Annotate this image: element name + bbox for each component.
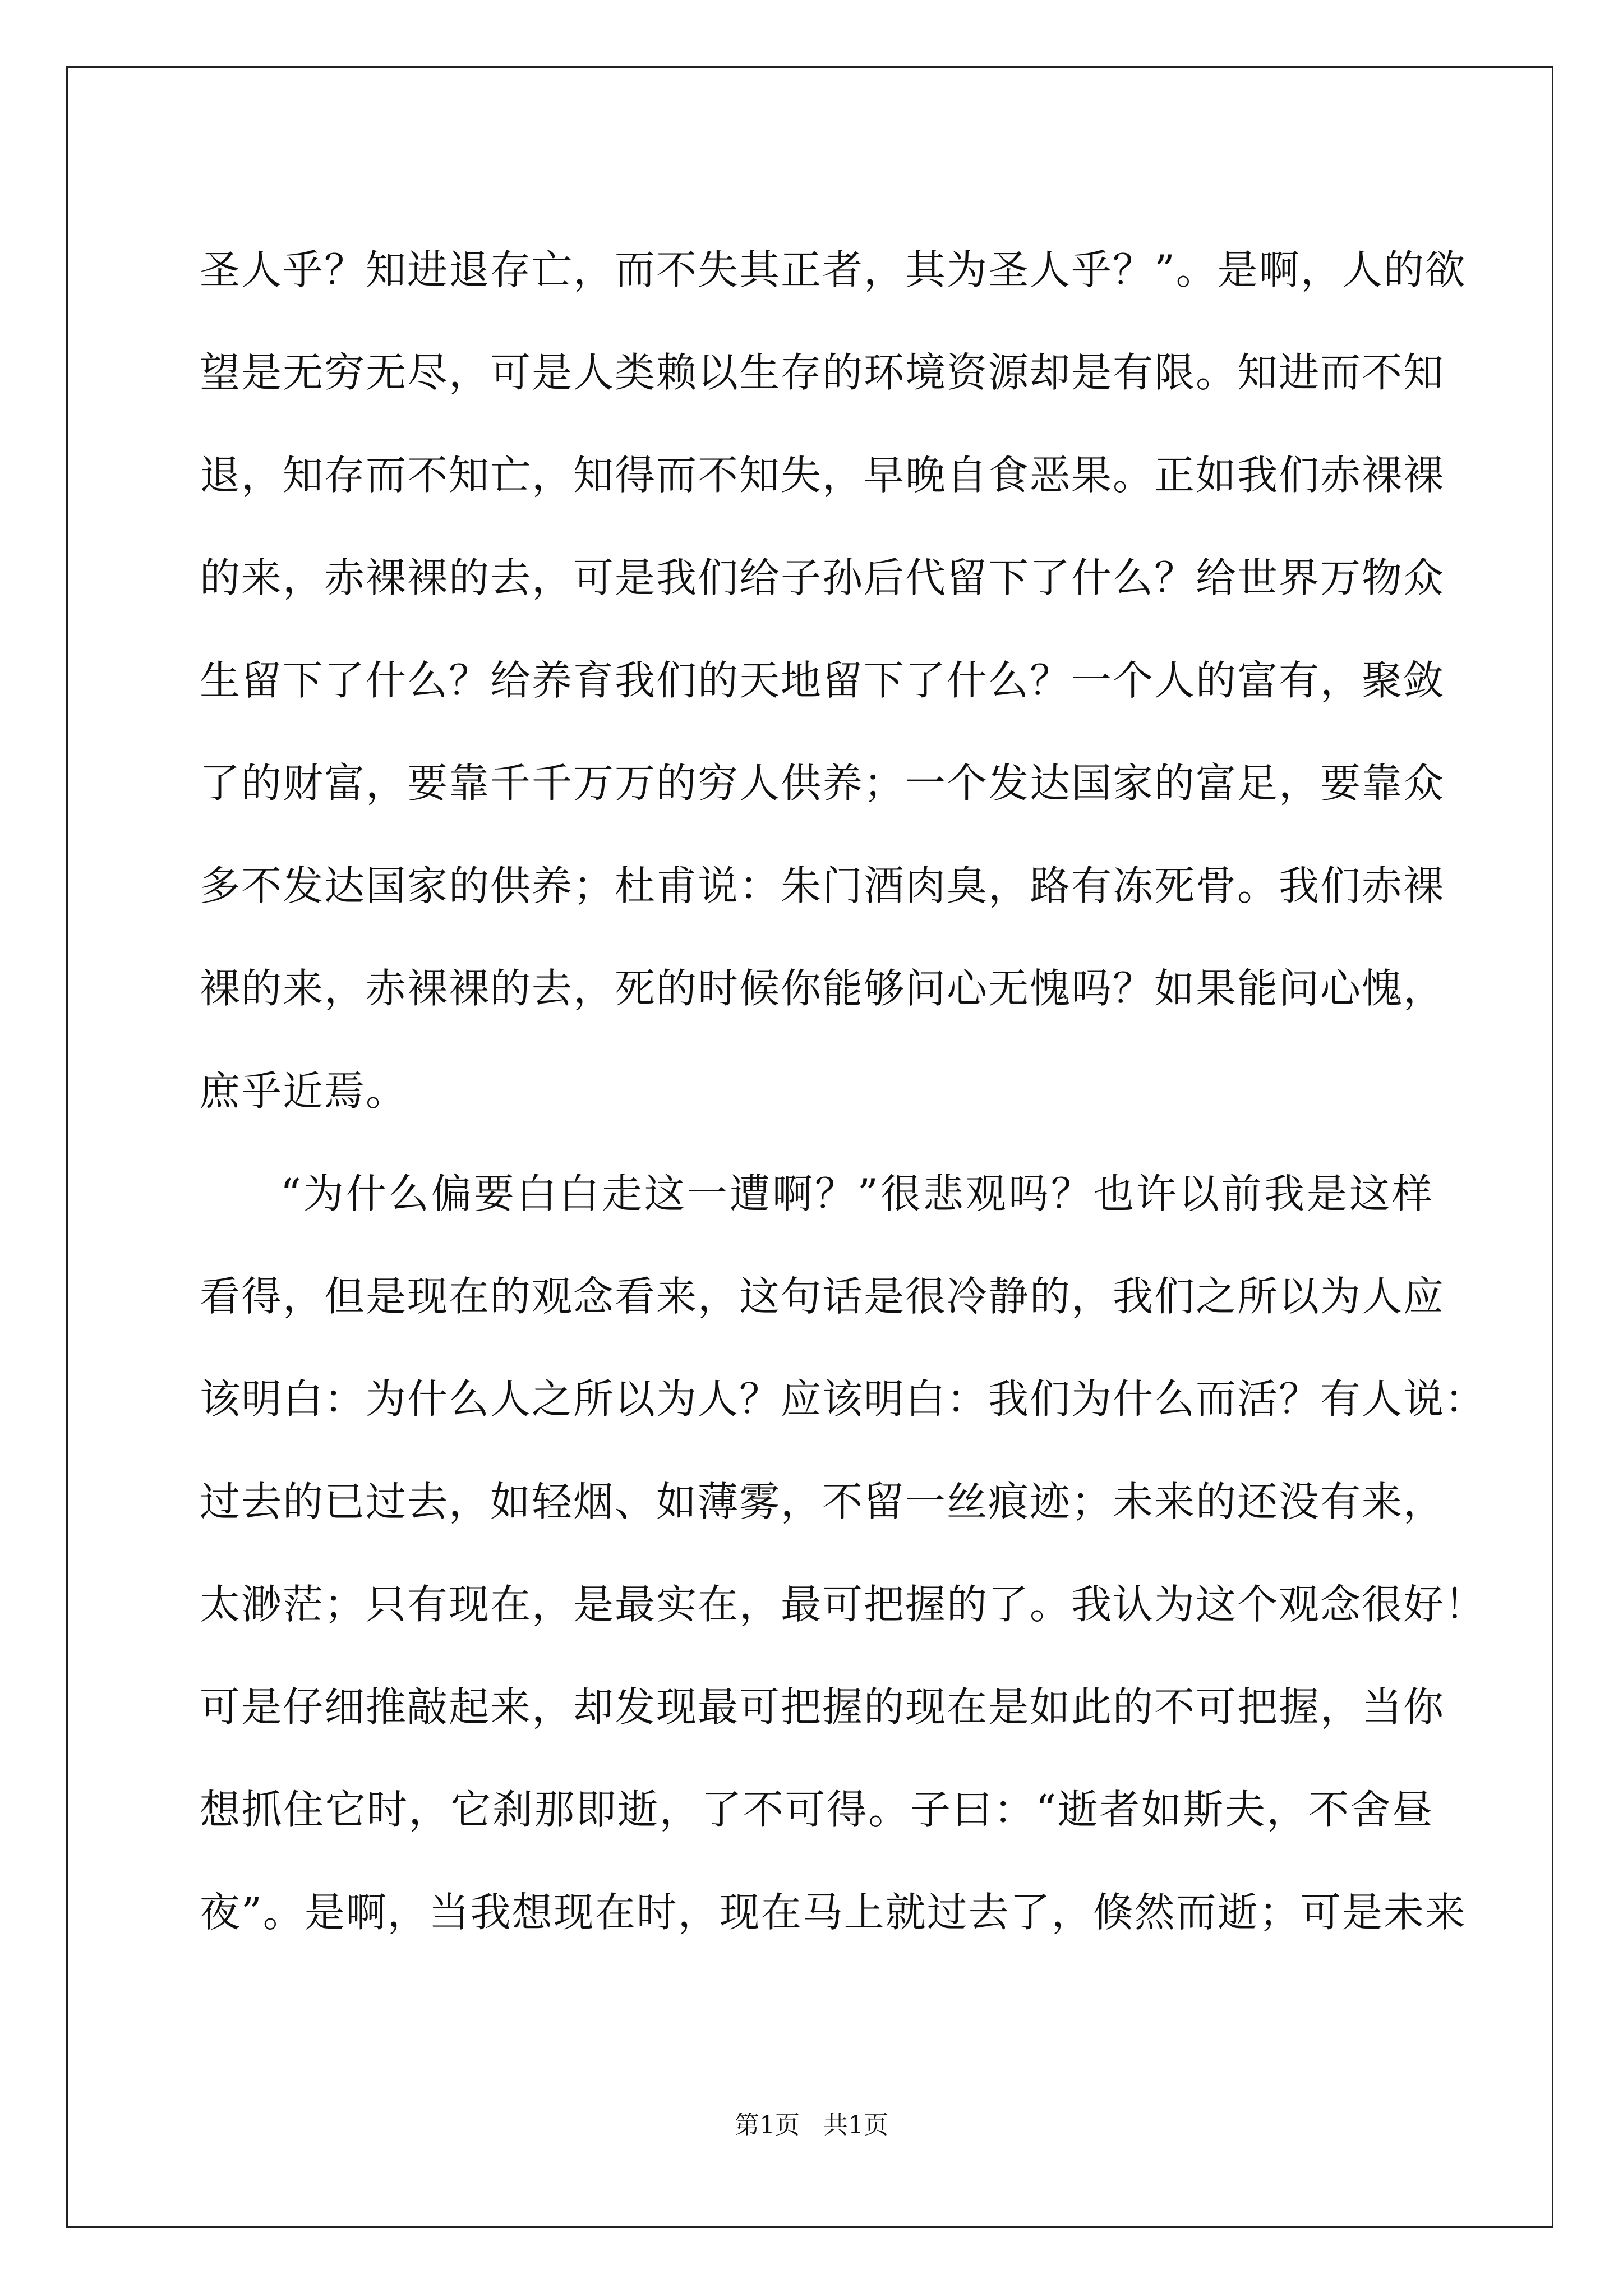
text-line: 裸的来，赤裸裸的去，死的时候你能够问心无愧吗？如果能问心愧， <box>200 965 1445 1012</box>
page-number: 第1页 <box>735 2111 800 2139</box>
page-total: 共1页 <box>823 2111 888 2139</box>
text-line: 庶乎近焉。 <box>200 1068 408 1115</box>
text-line: “为什么偏要白白走这一遭啊？”很悲观吗？也许以前我是这样 <box>280 1170 1433 1217</box>
document-body <box>200 219 1487 1964</box>
text-line: 的来，赤裸裸的去，可是我们给子孙后代留下了什么？给世界万物众 <box>200 554 1445 601</box>
text-line: 望是无穷无尽，可是人类赖以生存的环境资源却是有限。知进而不知 <box>200 349 1445 396</box>
text-line: 可是仔细推敲起来，却发现最可把握的现在是如此的不可把握，当你 <box>200 1683 1445 1731</box>
text-line: 多不发达国家的供养；杜甫说：朱门酒肉臭，路有冻死骨。我们赤裸 <box>200 862 1445 909</box>
text-line: 该明白：为什么人之所以为人？应该明白：我们为什么而活？有人说： <box>200 1375 1487 1423</box>
text-line: 夜”。是啊，当我想现在时，现在马上就过去了，倏然而逝；可是未来 <box>200 1889 1467 1936</box>
text-line: 想抓住它时，它刹那即逝，了不可得。子曰：“逝者如斯夫，不舍昼 <box>200 1786 1433 1833</box>
text-line: 圣人乎？知进退存亡，而不失其正者，其为圣人乎？”。是啊，人的欲 <box>200 246 1467 293</box>
text-line: 太渺茫；只有现在，是最实在，最可把握的了。我认为这个观念很好！ <box>200 1581 1487 1628</box>
text-line: 生留下了什么？给养育我们的天地留下了什么？一个人的富有，聚敛 <box>200 657 1445 704</box>
text-line: 过去的已过去，如轻烟、如薄雾，不留一丝痕迹；未来的还没有来， <box>200 1478 1445 1525</box>
page-footer <box>0 2105 1623 2141</box>
text-line: 退，知存而不知亡，知得而不知失，早晚自食恶果。正如我们赤裸裸 <box>200 452 1445 499</box>
text-line: 了的财富，要靠千千万万的穷人供养；一个发达国家的富足，要靠众 <box>200 760 1445 807</box>
text-line: 看得，但是现在的观念看来，这句话是很冷静的，我们之所以为人应 <box>200 1273 1445 1320</box>
